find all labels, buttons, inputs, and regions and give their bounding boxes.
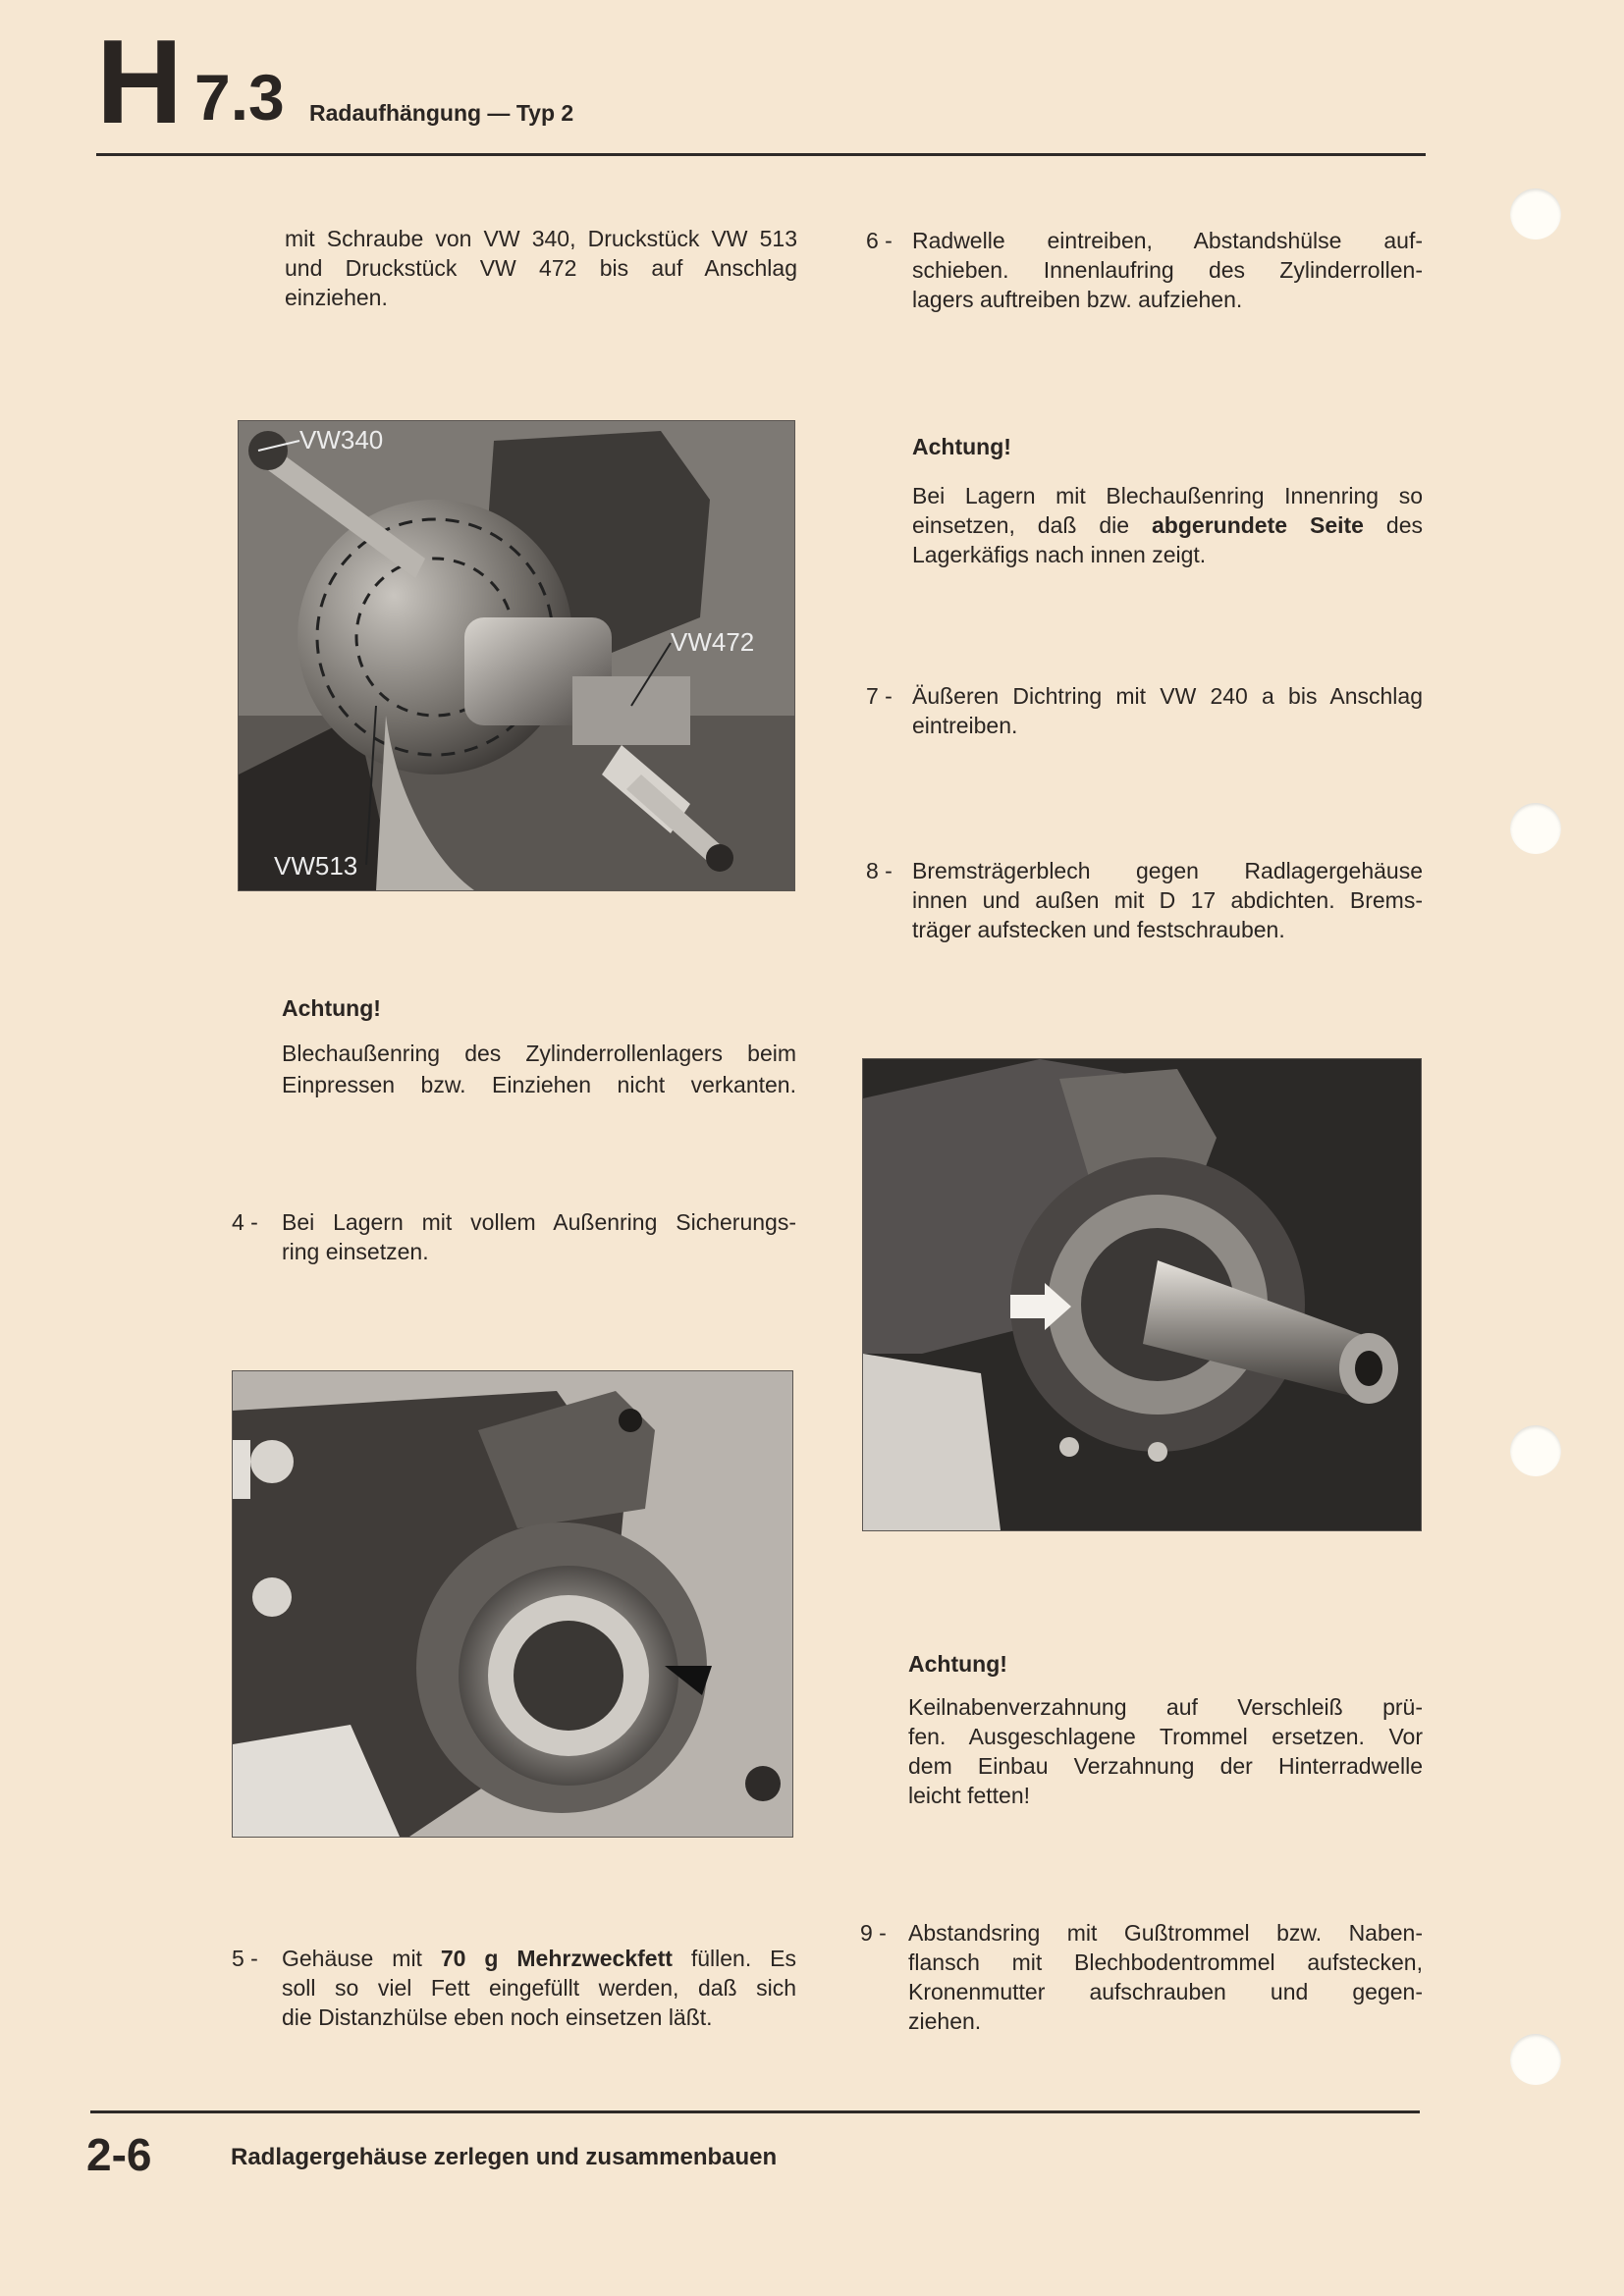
step-line: träger aufstecken und festschrauben. <box>912 917 1285 942</box>
step-number: 8 - <box>866 858 893 883</box>
footer-rule <box>90 2110 1420 2113</box>
step-line: innen und außen mit D 17 abdichten. Brems- <box>912 887 1423 913</box>
section-title: Radaufhängung — Typ 2 <box>309 100 574 126</box>
intro-line: und Druckstück VW 472 bis auf Anschlag <box>285 255 797 281</box>
section-letter: H <box>96 15 182 148</box>
caution-heading: Achtung! <box>282 995 381 1021</box>
caution-line: Blechaußenring des Zylinderrollenlagers beim <box>282 1041 796 1066</box>
section-number: 7.3 <box>194 61 285 133</box>
figure-label: VW513 <box>274 851 358 881</box>
step-line: Bei Lagern mit vollem Außenring Sicherungs- <box>282 1209 796 1235</box>
caution-line: leicht fetten! <box>908 1783 1031 1808</box>
caution-line: Bei Lagern mit Blechaußenring Innenring so <box>912 483 1423 508</box>
footer-title: Radlagergehäuse zerlegen und zusammenbauen <box>231 2144 778 2170</box>
figure-splined-shaft <box>862 1058 1422 1531</box>
page-number: 2-6 <box>86 2129 152 2180</box>
step-number: 4 - <box>232 1209 258 1235</box>
step-line: ring einsetzen. <box>282 1239 429 1264</box>
step-line: Radwelle eintreiben, Abstandshülse auf- <box>912 228 1423 253</box>
step-number: 6 - <box>866 228 893 253</box>
figure-label: VW472 <box>671 627 755 657</box>
step-line: schieben. Innenlaufring des Zylinderrollen- <box>912 257 1423 283</box>
step-number: 9 - <box>860 1920 887 1946</box>
grease-quantity: 70 g Mehrzweckfett <box>440 1946 673 1971</box>
step-text: füllen. Es <box>672 1946 796 1971</box>
step-line: Kronenmutter aufschrauben und gegen- <box>908 1979 1423 2004</box>
step-line: lagers auftreiben bzw. aufziehen. <box>912 287 1243 312</box>
caution-heading: Achtung! <box>908 1651 1007 1677</box>
step-line: Bremsträgerblech gegen Radlagergehäuse <box>912 858 1423 883</box>
caution-text: einsetzen, daß die <box>912 512 1153 538</box>
step-line <box>282 1944 796 1973</box>
intro-line: mit Schraube von VW 340, Druckstück VW 513 <box>285 226 797 251</box>
step-line: ziehen. <box>908 2008 982 2034</box>
step-line: die Distanzhülse eben noch einsetzen läßt. <box>282 2004 713 2030</box>
caution-heading: Achtung! <box>912 434 1011 459</box>
rounded-side-emphasis: abgerundete Seite <box>1152 512 1364 538</box>
figure-axle-puller <box>238 420 795 891</box>
step-line: soll so viel Fett eingefüllt werden, daß sich <box>282 1975 796 2001</box>
step-line: flansch mit Blechbodentrommel aufstecken, <box>908 1949 1423 1975</box>
punch-hole <box>1510 188 1561 240</box>
caution-line: Einpressen bzw. Einziehen nicht verkanten. <box>282 1072 796 1097</box>
punch-hole <box>1510 803 1561 854</box>
figure-bearing-housing <box>232 1370 793 1838</box>
step-line: eintreiben. <box>912 713 1018 738</box>
step-text: Gehäuse mit <box>282 1946 441 1971</box>
step-line: Äußeren Dichtring mit VW 240 a bis Anschlag <box>912 683 1423 709</box>
header-rule <box>96 153 1426 156</box>
step-number: 7 - <box>866 683 893 709</box>
step-line: Abstandsring mit Gußtrommel bzw. Naben- <box>908 1920 1423 1946</box>
punch-hole <box>1510 2034 1561 2085</box>
caution-text: des <box>1363 512 1423 538</box>
caution-line: Keilnabenverzahnung auf Verschleiß prü- <box>908 1694 1423 1720</box>
intro-line: einziehen. <box>285 285 388 310</box>
caution-line <box>912 510 1423 540</box>
caution-line: Lagerkäfigs nach innen zeigt. <box>912 542 1207 567</box>
caution-line: dem Einbau Verzahnung der Hinterradwelle <box>908 1753 1423 1779</box>
punch-hole <box>1510 1425 1561 1476</box>
caution-line: fen. Ausgeschlagene Trommel ersetzen. Vor <box>908 1724 1423 1749</box>
figure-label: VW340 <box>299 425 384 454</box>
step-number: 5 - <box>232 1946 258 1971</box>
